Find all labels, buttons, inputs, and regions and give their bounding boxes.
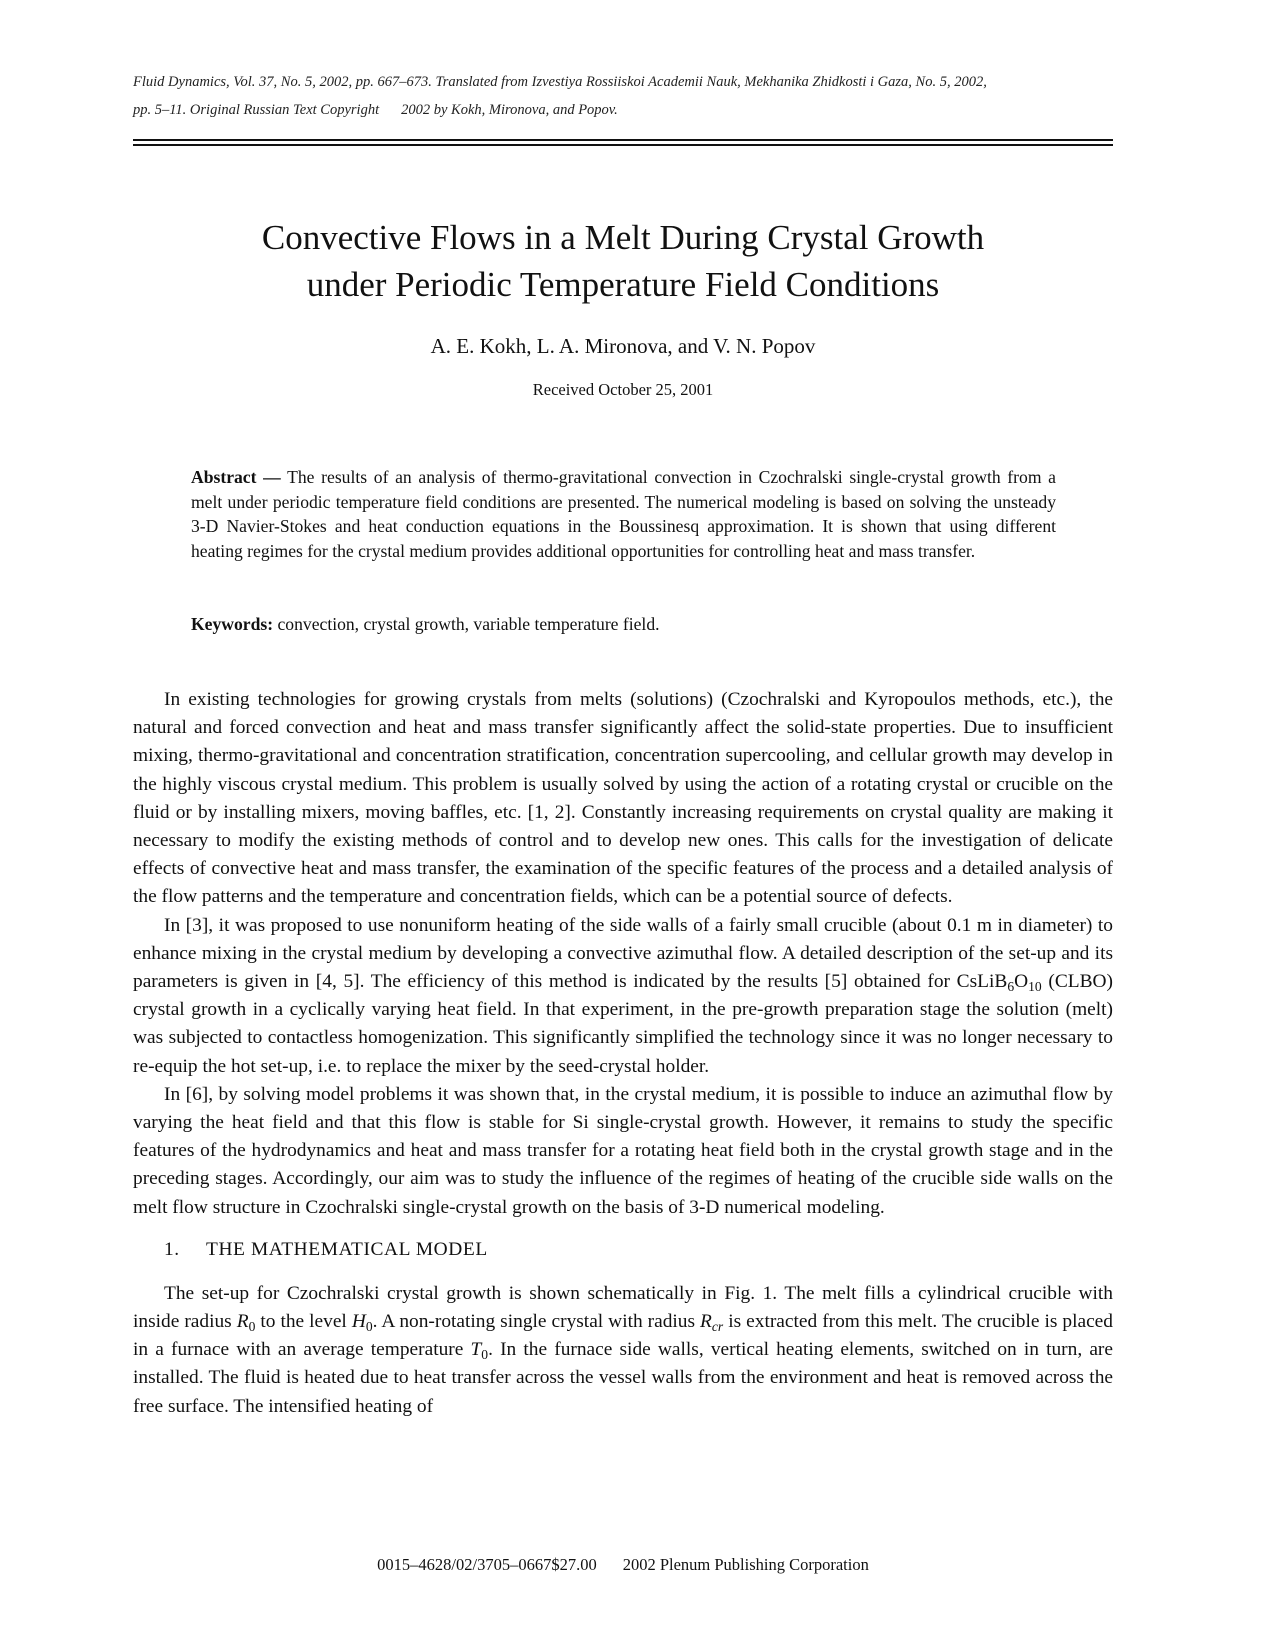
journal-header-line-2 xyxy=(133,96,1113,124)
math-symbol: H xyxy=(351,1311,366,1333)
copyright-holders: 2002 by Kokh, Mironova, and Popov. xyxy=(401,102,618,118)
subscript: cr xyxy=(711,1319,724,1335)
abstract-text: The results of an analysis of thermo-gravitational convection in Czochralski single-crystal growth from a melt under periodic temperature field conditions are presented. The numerical modeling is based on solving the unsteady 3-D Navier-Stokes and heat conduction equations in the Boussinesq approximation. It is shown that using different heating regimes for the crystal medium provides additional opportunities for controlling heat and mass transfer. xyxy=(191,467,1056,561)
received-date: Received October 25, 2001 xyxy=(532,380,714,399)
keywords-text: convection, crystal growth, variable temperature field. xyxy=(277,614,660,634)
subscript: 6 xyxy=(1007,979,1015,995)
journal-header xyxy=(133,68,1113,124)
paragraph-4-text-b: to the level xyxy=(255,1311,352,1333)
paragraph-2-text-b: O xyxy=(1014,971,1029,993)
authors: A. E. Kokh, L. A. Mironova, and V. N. Popov xyxy=(430,334,816,358)
paragraph-2-text-a: In [3], it was proposed to use nonuniform heating of the side walls of a fairly small crucible (about 0.1 m in diameter) to enhance mixing in the crystal medium by developing a convective azimuthal flow. A detailed description of the set-up and its parameters is given in [4, 5]. The efficiency of this method is indicated by the results [5] obtained for CsLiB xyxy=(133,914,1113,993)
section-title: THE MATHEMATICAL MODEL xyxy=(206,1238,488,1260)
subscript: 10 xyxy=(1028,979,1042,995)
paper-title-line-2: under Periodic Temperature Field Conditions xyxy=(306,265,940,304)
paragraph-4-text-a: The set-up for Czochralski crystal growth is shown schematically in Fig. 1. The melt fills a cylindrical crucible with inside radius xyxy=(133,1282,1113,1333)
keywords-label: Keywords: xyxy=(191,614,274,634)
paragraph-2 xyxy=(133,912,1113,1081)
paragraph-4-text-e: . In the furnace side walls, vertical heating elements, switched on in turn, are installed. The fluid is heated due to heat transfer across the vessel walls from the environment and heat is removed across the free surface. The intensified heating of xyxy=(133,1339,1113,1417)
abstract xyxy=(191,465,1056,563)
copyright-text: pp. 5–11. Original Russian Text Copyright xyxy=(133,102,380,118)
paper-title-line-1: Convective Flows in a Melt During Crystal Growth xyxy=(261,218,985,257)
paragraph-1: In existing technologies for growing crystals from melts (solutions) (Czochralski and Kyropoulos methods, etc.), the natural and forced convection and heat and mass transfer significantly affect the solid-state properties. Due to insufficient mixing, thermo-gravitational and concentration stratification, concentration supercooling, and cellular growth may develop in the highly viscous crystal medium. This problem is usually solved by using the action of a rotating crystal or crucible on the fluid or by installing mixers, moving baffles, etc. [1, 2]. Constantly increasing requirements on crystal quality are making it necessary to modify the existing methods of control and to develop new ones. This calls for the investigation of delicate effects of convective heat and mass transfer, the examination of the specific features of the process and a detailed analysis of the flow patterns and the temperature and concentration fields, which can be a potential source of defects. xyxy=(133,689,1113,908)
section-heading xyxy=(164,1236,1113,1264)
header-rule-bottom xyxy=(133,144,1113,146)
page-footer xyxy=(133,1555,1113,1575)
paragraph-4-text-d: is extracted from this melt. The crucible is placed in a furnace with an average temperature xyxy=(133,1311,1113,1361)
abstract-label: Abstract — xyxy=(191,467,281,487)
math-symbol: R xyxy=(700,1311,712,1333)
paragraph-2-text-c: (CLBO) crystal growth in a cyclically varying heat field. In that experiment, in the pre-growth preparation stage the solution (melt) was subjected to contactless homogenization. This significantly simplified the technology since it was no longer necessary to re-equip the hot set-up, i.e. to replace the mixer by the seed-crystal holder. xyxy=(133,971,1113,1077)
publisher: 2002 Plenum Publishing Corporation xyxy=(622,1555,869,1574)
paragraph-3: In [6], by solving model problems it was shown that, in the crystal medium, it is possible to induce an azimuthal flow by varying the heat field and that this flow is stable for Si single-crystal growth. However, it remains to study the specific features of the hydrodynamics and heat and mass transfer for a rotating heat field both in the crystal growth stage and in the preceding stages. Accordingly, our aim was to study the influence of the regimes of heating of the crucible side walls on the melt flow structure in Czochralski single-crystal growth on the basis of 3-D numerical modeling. xyxy=(133,1083,1113,1218)
issn-code: 0015–4628/02/3705–0667$27.00 xyxy=(377,1555,597,1574)
section-number: 1. xyxy=(164,1238,180,1260)
body-text xyxy=(133,686,1113,1421)
subscript: 0 xyxy=(365,1319,373,1335)
subscript: 0 xyxy=(481,1347,489,1363)
paragraph-4 xyxy=(133,1280,1113,1421)
journal-header-line-1: Fluid Dynamics, Vol. 37, No. 5, 2002, pp. 667–673. Translated from Izvestiya Rossiiskoi Academii Nauk, Mekhanika Zhidkosti i Gaza, No. 5, 2002, xyxy=(133,74,987,90)
paper-title xyxy=(133,214,1113,308)
subscript: 0 xyxy=(248,1319,256,1335)
header-rule-top xyxy=(133,139,1113,141)
paragraph-4-text-c: . A non-rotating single crystal with radius xyxy=(372,1311,701,1333)
math-symbol: R xyxy=(236,1311,249,1333)
math-symbol: T xyxy=(470,1339,482,1361)
keywords xyxy=(191,614,1056,635)
